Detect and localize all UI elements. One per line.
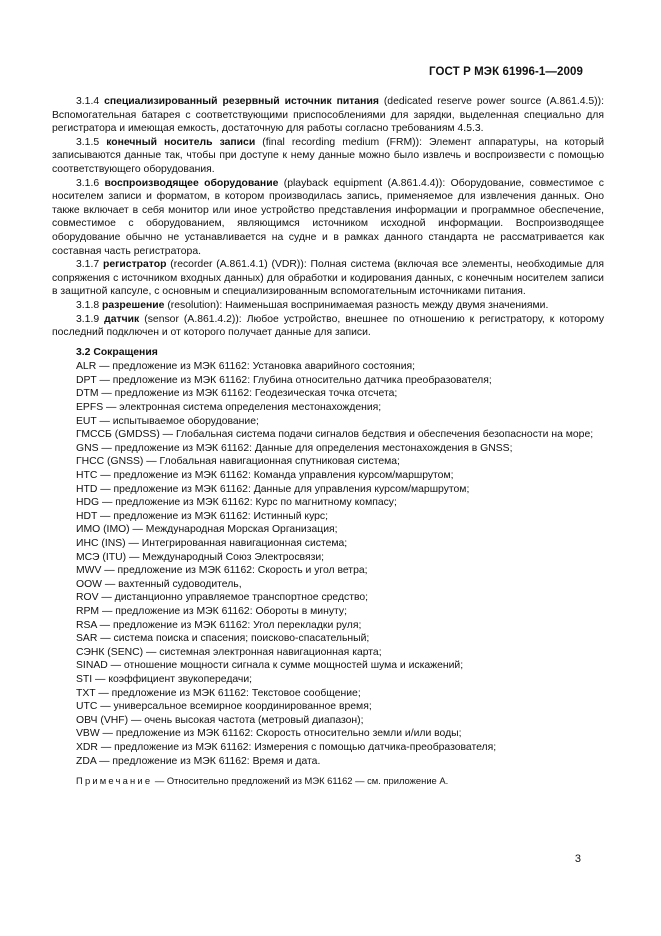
definition-term: воспроизводящее оборудование: [104, 177, 279, 189]
abbreviation-item: ИНС (INS) — Интегрированная навигационная система;: [76, 538, 348, 549]
definition-term: разрешение: [102, 299, 165, 311]
abbreviation-item: VBW — предложение из МЭК 61162: Скорость относительно земли и/или воды;: [76, 728, 462, 740]
abbreviation-item: EUT — испытываемое оборудование;: [76, 415, 259, 427]
definition-number: 3.1.4: [76, 96, 100, 107]
abbreviation-item: ALR — предложение из МЭК 61162: Установка аварийного состояния;: [76, 361, 416, 373]
definition-number: 3.1.7: [76, 259, 100, 271]
abbreviation-item: GNS — предложение из МЭК 61162: Данные для определения местонахождения в GNSS;: [76, 442, 513, 454]
abbreviation-item: XDR — предложение из МЭК 61162: Измерения с помощью датчика-преобразователя;: [76, 741, 497, 753]
abbreviations-list: [52, 360, 604, 768]
abbreviation-item: HTC — предложение из МЭК 61162: Команда управления курсом/маршрутом;: [76, 470, 454, 482]
definition-number: 3.1.9: [76, 313, 100, 325]
section-title: 3.2 Сокращения: [76, 346, 158, 358]
definition-term: специализированный резервный источник питания: [104, 96, 379, 107]
definition-term: конечный носитель записи: [106, 136, 256, 148]
abbreviation-item: HDG — предложение из МЭК 61162: Курс по магнитному компасу;: [76, 497, 397, 509]
abbreviation-item: ГНСС (GNSS) — Глобальная навигационная спутниковая система;: [76, 456, 400, 468]
definition-text: (recorder (A.861.4.1) (VDR)): Полная система (включая все элементы, необходимые для сопряжения с источником входных данных) для обработки и кодирования данных, с конечным носителем записи в защитной капсуле, с основным и специализированным вспомогательным источниками питания.: [52, 259, 605, 298]
abbreviation-item: ROV — дистанционно управляемое транспортное средство;: [76, 592, 369, 604]
abbreviation-item: OOW — вахтенный судоводитель,: [76, 578, 242, 590]
abbreviation-item: МСЭ (ITU) — Международный Союз Электросвязи;: [76, 551, 325, 563]
abbreviation-item: UTC — универсальное всемирное координированное время;: [76, 701, 372, 713]
definition-text: (sensor (A.861.4.2)): Любое устройство, внешнее по отношению к регистратору, к которому последний подключен и от которого получает данные для записи.: [52, 313, 605, 339]
definition-text: (dedicated reserve power source (A.861.4.5)): Вспомогательная батарея с соответствующими приспособлениями для зарядки, выделенная специально для регистратора и имеющая емкость, достаточную для работы согласно требованиям 4.5.3.: [52, 96, 604, 135]
abbreviation-item: SAR — система поиска и спасения; поисково-спасательный;: [76, 633, 370, 645]
abbreviation-item: ZDA — предложение из МЭК 61162: Время и дата.: [76, 755, 321, 767]
definition-text: (final recording medium (FRM)): Элемент аппаратуры, на который записываются данные так, чтобы при доступе к нему данные можно было извлечь и воспроизвести с помощью соответствующего оборудования.: [52, 136, 605, 175]
abbreviation-item: DPT — предложение из МЭК 61162: Глубина относительно датчика преобразователя;: [76, 374, 492, 386]
definition-number: 3.1.6: [76, 177, 100, 189]
page-number: 3: [574, 853, 581, 865]
note-label: Примечание: [76, 775, 153, 787]
definition-term: регистратор: [102, 259, 167, 271]
definition-paragraph: [52, 95, 604, 136]
abbreviation-item: ИМО (IMO) — Международная Морская Организация;: [76, 524, 338, 536]
abbreviation-item: HTD — предложение из МЭК 61162: Данные для управления курсом/маршрутом;: [76, 483, 470, 495]
abbreviation-item: HDT — предложение из МЭК 61162: Истинный курс;: [76, 510, 329, 522]
definition-text: (resolution): Наименьшая воспринимаемая разность между двумя значениями.: [164, 299, 549, 311]
definition-paragraph: [52, 313, 604, 340]
definition-term: датчик: [104, 313, 140, 325]
definition-number: 3.1.5: [76, 136, 100, 148]
definition-number: 3.1.8: [76, 299, 100, 311]
abbreviation-item: STI — коэффициент звукопередачи;: [76, 673, 253, 685]
abbreviation-item: ГМССБ (GMDSS) — Глобальная система подачи сигналов бедствия и обеспечения безопасности на море;: [76, 429, 594, 441]
note-text: — Относительно предложений из МЭК 61162 — см. приложение А.: [152, 775, 449, 787]
page-content: [52, 95, 604, 788]
definition-text: (playback equipment (A.861.4.4)): Оборудование, совместимое с носителем записи и форматом, в котором производилась запись, применяемое для извлечения данных. Оно также включает в себя монитор или иное устройство представления информации и программное обеспечение, совместимое с оборудованием, являющимся источником исходной информации. Воспроизводящее оборудование обычно не устанавливается на судне и в рамках данного стандарта не рассматривается как составная часть регистратора.: [52, 177, 604, 257]
abbreviation-item: СЭНК (SENC) — системная электронная навигационная карта;: [76, 646, 382, 658]
definition-paragraph: [52, 136, 604, 177]
definitions-block: [52, 95, 604, 340]
definition-paragraph: [52, 299, 604, 313]
abbreviation-item: DTM — предложение из МЭК 61162: Геодезическая точка отсчета;: [76, 388, 398, 400]
definition-paragraph: [52, 258, 604, 299]
abbreviation-item: MWV — предложение из МЭК 61162: Скорость и угол ветра;: [76, 565, 368, 577]
abbreviation-item: RPM — предложение из МЭК 61162: Обороты в минуту;: [76, 605, 347, 617]
document-header: ГОСТ Р МЭК 61996-1—2009: [429, 66, 583, 78]
definition-paragraph: [52, 177, 604, 259]
abbreviation-item: EPFS — электронная система определения местонахождения;: [76, 402, 382, 414]
abbreviation-item: RSA — предложение из МЭК 61162: Угол перекладки руля;: [76, 619, 362, 631]
abbreviation-item: ОВЧ (VHF) — очень высокая частота (метровый диапазон);: [76, 714, 364, 726]
note: [52, 774, 604, 788]
abbreviation-item: SINAD — отношение мощности сигнала к сумме мощностей шума и искажений;: [76, 660, 464, 672]
abbreviation-item: TXT — предложение из МЭК 61162: Текстовое сообщение;: [76, 687, 361, 699]
